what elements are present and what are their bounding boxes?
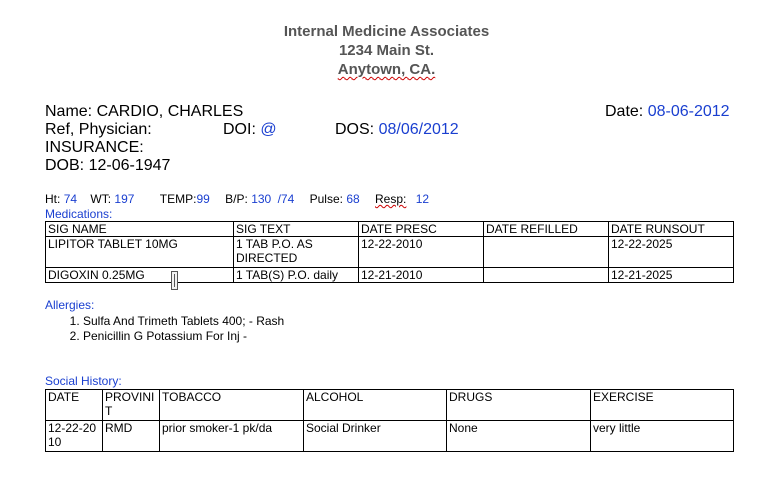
social-history-label: Social History: [45,374,122,388]
column-header: DATE RUNSOUT [609,222,734,237]
table-cell: 1 TAB P.O. AS DIRECTED [234,237,359,268]
column-header: EXERCISE [591,390,734,421]
bp-separator: / [277,192,281,206]
table-cell: Social Drinker [304,421,447,452]
table-cell: 12-21-2010 [359,268,484,283]
doi-label: DOI: [223,121,256,138]
table-cell: DIGOXIN 0.25MG [46,268,234,283]
column-header: PROVINIT [103,390,160,421]
bp-systolic: 130 [251,192,272,206]
temp-label: TEMP: [159,192,197,206]
list-item: 1. Sulfa And Trimeth Tablets 400; - Rash [83,314,284,329]
ht-label: Ht: [45,192,61,206]
column-header: SIG NAME [46,222,234,237]
practice-header [0,22,773,79]
table-cell [484,237,609,268]
column-header: SIG TEXT [234,222,359,237]
pulse-value: 68 [346,192,360,206]
table-cell: 12-22-2010 [359,237,484,268]
allergies-list [45,314,284,344]
table-cell: 12-21-2025 [609,268,734,283]
resp-label: Resp: [375,192,407,206]
name-label: Name: [45,103,93,120]
insurance-label: INSURANCE: [45,139,144,156]
doi-line [223,121,277,139]
dos-value: 08/06/2012 [378,121,459,138]
temp-value: 99 [196,192,210,206]
table-row [46,268,734,283]
column-header: DATE REFILLED [484,222,609,237]
table-cell: 12-22-2010 [46,421,103,452]
text-cursor-handle[interactable] [171,271,178,290]
table-row [46,421,734,452]
resp-value: 12 [415,192,430,206]
dob-label: DOB: [45,157,85,174]
column-header: DATE [46,390,103,421]
social-history-table [45,389,734,452]
column-header: DRUGS [447,390,591,421]
table-cell: 12-22-2025 [609,237,734,268]
medications-table [45,221,734,283]
vitals-line [45,192,429,206]
table-cell: LIPITOR TABLET 10MG [46,237,234,268]
wt-label: WT: [90,192,112,206]
doi-value: @ [260,121,277,138]
dob-value: 12-06-1947 [88,157,171,174]
date-label: Date: [605,103,644,120]
practice-name: Internal Medicine Associates [283,23,490,40]
bp-diastolic: 74 [280,192,295,206]
practice-address: 1234 Main St. [338,42,435,59]
column-header: ALCOHOL [304,390,447,421]
allergies-label: Allergies: [45,298,95,312]
table-cell: None [447,421,591,452]
visit-date: 08-06-2012 [647,103,730,120]
medications-label: Medications: [45,207,113,221]
table-cell: RMD [103,421,160,452]
patient-name-line [45,103,243,121]
dos-line [335,121,459,139]
medications-header-row [46,222,734,237]
patient-name: CARDIO, CHARLES [96,103,244,120]
table-cell [484,268,609,283]
column-header: DATE PRESC [359,222,484,237]
column-header: TOBACCO [160,390,304,421]
list-item: 2. Penicillin G Potassium For Inj - [83,329,284,344]
dos-label: DOS: [335,121,375,138]
bp-label: B/P: [225,192,248,206]
table-cell: prior smoker-1 pk/da [160,421,304,452]
dob-line [45,157,170,175]
table-cell: 1 TAB(S) P.O. daily [234,268,359,283]
practice-city: Anytown, CA. [337,61,436,78]
table-cell: very little [591,421,734,452]
ht-value: 74 [63,192,78,206]
social-history-header-row [46,390,734,421]
pulse-label: Pulse: [309,192,343,206]
table-row [46,237,734,268]
ref-physician-label: Ref, Physician: [45,121,152,138]
wt-value: 197 [114,192,135,206]
visit-date-line [605,103,730,121]
